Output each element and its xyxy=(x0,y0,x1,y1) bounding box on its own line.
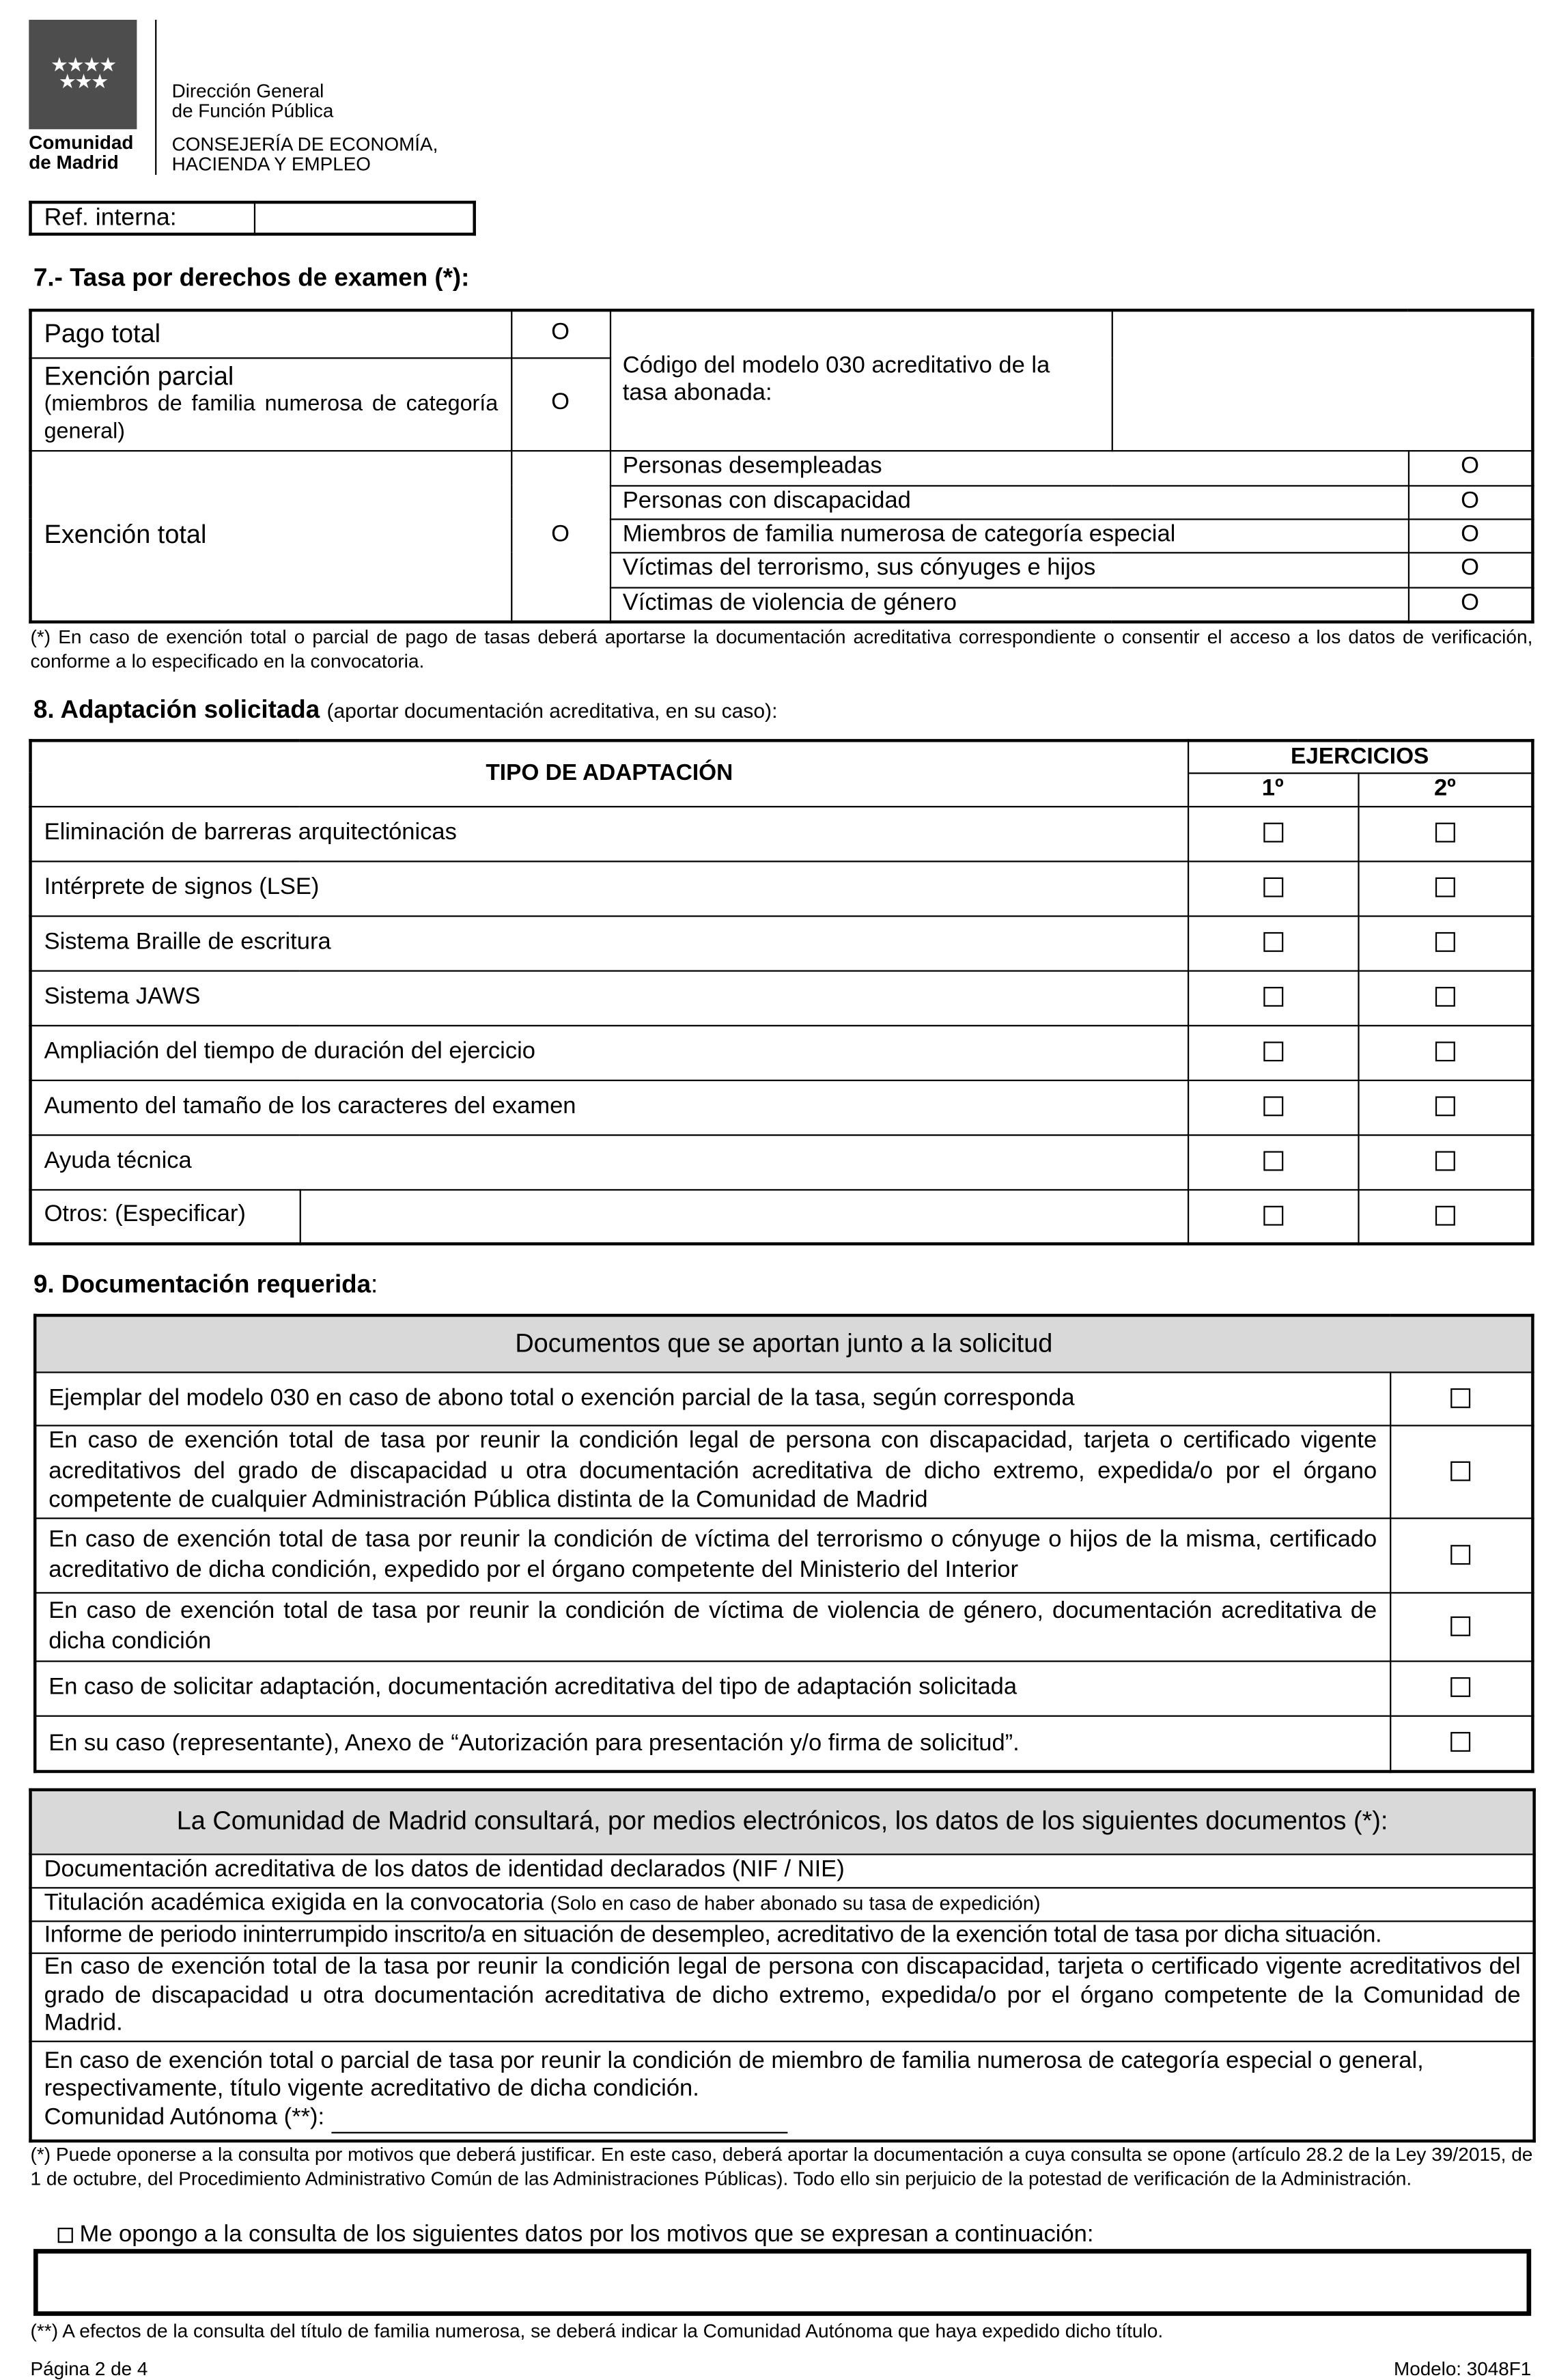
consulta-footnote: (*) Puede oponerse a la consulta por motivos que deberá justificar. En este caso, deberá aportar la documentación a cuya consulta se opone (artículo 28.2 de la Ley 39/2015, de 1 de octubre, del Procedimiento Administrativo Común de las Administraciones Públicas). Todo ello sin perjuicio de la potestad de verificación de la Administración. xyxy=(30,2144,1533,2191)
option-violencia-genero-radio[interactable]: O xyxy=(1408,587,1533,621)
adaptation-checkbox-2[interactable] xyxy=(1435,987,1455,1007)
section-9-title-text: 9. Documentación requerida xyxy=(33,1271,371,1299)
adaptation-checkbox-2[interactable] xyxy=(1435,1041,1455,1061)
ccaa-input[interactable] xyxy=(331,2110,787,2133)
dept-line1: CONSEJERÍA DE ECONOMÍA, xyxy=(171,133,438,156)
documents-header: Documentos que se aportan junto a la solicitud xyxy=(35,1315,1532,1371)
document-checkbox[interactable] xyxy=(1451,1544,1471,1564)
oppose-row xyxy=(58,2222,1094,2249)
ccaa-label: Comunidad Autónoma (**): xyxy=(44,2104,325,2131)
familia-numerosa-text: En caso de exención total o parcial de tasa por reunir la condición de miembro de familia numerosa de categoría especial o general, respectivamente, título vigente acreditativo de dicha condición. xyxy=(44,2047,1424,2103)
oppose-reasons-input[interactable] xyxy=(33,2249,1531,2316)
logo-name-line1: Comunidad xyxy=(29,132,134,154)
consulta-row-titulacion xyxy=(31,1887,1534,1920)
section-8-title xyxy=(33,697,777,725)
consulta-table xyxy=(29,1788,1536,2142)
adaptation-checkbox-1[interactable] xyxy=(1263,823,1282,843)
document-label: En caso de solicitar adaptación, documentación acreditativa del tipo de adaptación solicitada xyxy=(35,1660,1390,1715)
adaptation-label: Sistema Braille de escritura xyxy=(31,915,1188,970)
option-terrorismo-radio[interactable]: O xyxy=(1408,552,1533,587)
adaptation-row xyxy=(31,1080,1533,1134)
org-line2: de Función Pública xyxy=(171,100,334,122)
col-tipo-adaptacion: TIPO DE ADAPTACIÓN xyxy=(31,740,1188,806)
section-8-title-text: 8. Adaptación solicitada xyxy=(33,696,320,724)
document-checkbox[interactable] xyxy=(1451,1616,1471,1636)
document-label: En su caso (representante), Anexo de “Autorización para presentación y/o firma de solicitud”. xyxy=(35,1716,1390,1772)
option-violencia-genero: Víctimas de violencia de género xyxy=(610,587,1408,621)
logo-name xyxy=(29,134,133,173)
col-ejercicios: EJERCICIOS xyxy=(1188,740,1532,772)
pago-total-radio[interactable]: O xyxy=(511,310,610,357)
option-desempleadas: Personas desempleadas xyxy=(610,450,1408,485)
document-row xyxy=(35,1371,1532,1425)
document-label: Ejemplar del modelo 030 en caso de abono total o exención parcial de la tasa, según corresponda xyxy=(35,1371,1390,1425)
document-row xyxy=(35,1660,1532,1715)
document-label: En caso de exención total de tasa por reunir la condición legal de persona con discapacidad, tarjeta o certificado vigente acreditativos del grado de discapacidad u otra documentación acreditativa de dicho extremo, expedida/o por el órgano competente de cualquier Administración Pública distinta de la Comunidad de Madrid xyxy=(35,1425,1390,1517)
documents-table xyxy=(33,1314,1534,1773)
exencion-parcial-label: Exención parcial xyxy=(44,361,234,391)
adaptation-checkbox-1[interactable] xyxy=(1263,932,1282,952)
option-discapacidad-radio[interactable]: O xyxy=(1408,485,1533,518)
adaptation-label: Ayuda técnica xyxy=(31,1134,1188,1189)
ccaa-footnote: (**) A efectos de la consulta del título de familia numerosa, se deberá indicar la Comunidad Autónoma que haya expedido dicho título. xyxy=(30,2320,1164,2342)
ref-input[interactable] xyxy=(255,202,475,234)
codigo-input[interactable] xyxy=(1112,310,1533,450)
pago-total-label: Pago total xyxy=(31,310,511,357)
document-label: En caso de exención total de tasa por reunir la condición de víctima del terrorismo o cónyuge o hijos de la misma, certificado acreditativo de dicha condición, expedido por el órgano competente del Ministerio del Interior xyxy=(35,1517,1390,1592)
option-desempleadas-radio[interactable]: O xyxy=(1408,450,1533,485)
document-checkbox[interactable] xyxy=(1451,1461,1471,1481)
logo-divider xyxy=(155,20,156,175)
adaptation-checkbox-2[interactable] xyxy=(1435,1151,1455,1171)
consulta-header: La Comunidad de Madrid consultará, por medios electrónicos, los datos de los siguientes documentos (*): xyxy=(31,1790,1534,1854)
oppose-checkbox[interactable] xyxy=(58,2228,73,2243)
col-ejercicio-2: 2º xyxy=(1358,772,1532,806)
otros-checkbox-2[interactable] xyxy=(1435,1205,1455,1225)
adaptation-checkbox-1[interactable] xyxy=(1263,1041,1282,1061)
document-row xyxy=(35,1425,1532,1517)
ref-interna-table xyxy=(29,201,476,236)
consulta-row-discapacidad: En caso de exención total de la tasa por reunir la condición legal de persona con discapacidad, tarjeta o certificado vigente acreditativos del grado de discapacidad u otra documentación acreditativa de dicho extremo, expedida/o por el órgano competente de la Comunidad de Madrid. xyxy=(31,1952,1534,2041)
document-checkbox[interactable] xyxy=(1451,1388,1471,1408)
document-checkbox[interactable] xyxy=(1451,1677,1471,1697)
col-ejercicio-1: 1º xyxy=(1188,772,1358,806)
comunidad-madrid-logo xyxy=(29,20,137,129)
consulta-row-desempleo: Informe de periodo ininterrumpido inscrito/a en situación de desempleo, acreditativo de la exención total de tasa por dicha situación. xyxy=(31,1920,1534,1952)
consulta-row-familia-numerosa xyxy=(31,2041,1534,2141)
adaptation-label: Aumento del tamaño de los caracteres del examen xyxy=(31,1080,1188,1134)
otros-label: Otros: (Especificar) xyxy=(31,1189,300,1244)
logo-name-line2: de Madrid xyxy=(29,152,119,173)
consulta-row-identidad: Documentación acreditativa de los datos de identidad declarados (NIF / NIE) xyxy=(31,1853,1534,1887)
titulacion-text: Titulación académica exigida en la convocatoria xyxy=(44,1890,544,1916)
adaptation-row xyxy=(31,1134,1533,1189)
adaptation-checkbox-1[interactable] xyxy=(1263,1097,1282,1117)
adaptation-row xyxy=(31,860,1533,915)
adaptation-row xyxy=(31,970,1533,1025)
section-9-title: 9. Documentación requerida: xyxy=(33,1271,378,1299)
adaptation-label: Eliminación de barreras arquitectónicas xyxy=(31,806,1188,860)
adaptation-row xyxy=(31,1025,1533,1080)
oppose-label: Me opongo a la consulta de los siguientes datos por los motivos que se expresan a continuación: xyxy=(79,2222,1094,2248)
otros-checkbox-1[interactable] xyxy=(1263,1205,1282,1225)
titulacion-note: (Solo en caso de haber abonado su tasa de expedición) xyxy=(550,1891,1041,1914)
adaptation-checkbox-2[interactable] xyxy=(1435,1097,1455,1117)
adaptation-row xyxy=(31,806,1533,860)
adaptation-label: Sistema JAWS xyxy=(31,970,1188,1025)
adaptation-label: Ampliación del tiempo de duración del ejercicio xyxy=(31,1025,1188,1080)
exencion-parcial-radio[interactable]: O xyxy=(511,357,610,450)
exencion-parcial-note: (miembros de familia numerosa de categoría general) xyxy=(44,393,499,444)
option-terrorismo: Víctimas del terrorismo, sus cónyuges e hijos xyxy=(610,552,1408,587)
ref-label: Ref. interna: xyxy=(31,202,255,234)
exencion-parcial-cell xyxy=(31,357,511,450)
document-row xyxy=(35,1592,1532,1660)
exencion-total-label: Exención total xyxy=(31,450,511,622)
stars-icon: ★★★★ ★★★ xyxy=(50,53,115,93)
dept-name xyxy=(172,135,438,173)
option-familia-numerosa: Miembros de familia numerosa de categoría especial xyxy=(610,518,1408,552)
option-familia-numerosa-radio[interactable]: O xyxy=(1408,518,1533,552)
adaptation-row xyxy=(31,915,1533,970)
adaptation-checkbox-1[interactable] xyxy=(1263,878,1282,897)
document-row xyxy=(35,1517,1532,1592)
page-number: Página 2 de 4 xyxy=(30,2358,148,2380)
adaptation-table xyxy=(29,739,1534,1245)
section-8-note: (aportar documentación acreditativa, en su caso): xyxy=(326,699,778,723)
adaptation-label: Intérprete de signos (LSE) xyxy=(31,860,1188,915)
org-line1: Dirección General xyxy=(171,81,324,102)
document-row xyxy=(35,1716,1532,1772)
section-7-title: 7.- Tasa por derechos de examen (*): xyxy=(33,264,470,292)
model-number: Modelo: 3048F1 xyxy=(1394,2358,1532,2380)
adaptation-checkbox-1[interactable] xyxy=(1263,1151,1282,1171)
document-label: En caso de exención total de tasa por reunir la condición de víctima de violencia de género, documentación acreditativa de dicha condición xyxy=(35,1592,1390,1660)
adaptation-checkbox-2[interactable] xyxy=(1435,823,1455,843)
fee-footnote: (*) En caso de exención total o parcial de pago de tasas deberá aportarse la documentación acreditativa correspondiente o consentir el acceso a los datos de verificación, conforme a lo especificado en la convocatoria. xyxy=(30,626,1533,673)
adaptation-checkbox-2[interactable] xyxy=(1435,932,1455,952)
option-discapacidad: Personas con discapacidad xyxy=(610,485,1408,518)
otros-input[interactable] xyxy=(300,1189,1188,1244)
org-name xyxy=(172,82,334,122)
codigo-label: Código del modelo 030 acreditativo de la tasa abonada: xyxy=(610,310,1112,450)
document-checkbox[interactable] xyxy=(1451,1733,1471,1752)
exencion-total-radio[interactable]: O xyxy=(511,450,610,622)
adaptation-checkbox-2[interactable] xyxy=(1435,878,1455,897)
fee-table xyxy=(29,309,1534,624)
dept-line2: HACIENDA Y EMPLEO xyxy=(171,152,371,174)
adaptation-checkbox-1[interactable] xyxy=(1263,987,1282,1007)
